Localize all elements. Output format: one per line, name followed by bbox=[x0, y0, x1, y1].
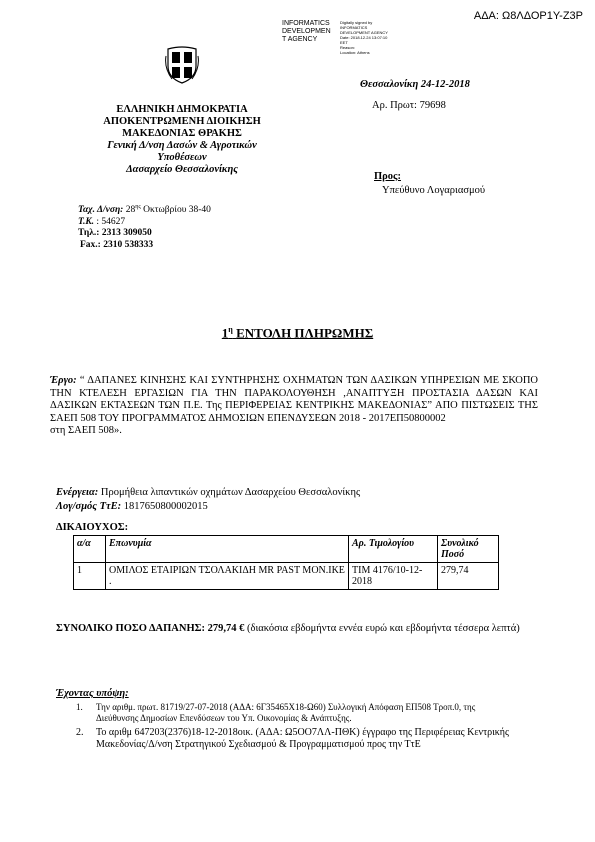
greek-emblem-icon bbox=[164, 46, 200, 84]
table-header: Επωνυμία bbox=[106, 536, 349, 563]
postcode-line bbox=[78, 217, 211, 229]
address-label: Ταχ. Δ/νση: bbox=[78, 205, 124, 216]
dept-line: Γενική Δ/νση Δασών & Αγροτικών bbox=[107, 140, 257, 151]
list-item bbox=[76, 702, 516, 724]
sig-line: Reason: bbox=[340, 45, 355, 50]
account-line bbox=[56, 500, 360, 514]
document-title bbox=[0, 325, 595, 341]
ada-code: ΑΔΑ: Ω8ΛΔΟΡ1Υ-Ζ3Ρ bbox=[473, 10, 583, 22]
sig-line: Date: 2018.12.24 13:07:10 bbox=[340, 35, 388, 40]
sig-line: Location: Athens bbox=[340, 50, 370, 55]
agency-line: ΑΠΟΚΕΝΤΡΩΜΕΝΗ ΔΙΟΙΚΗΣΗ bbox=[103, 116, 261, 127]
phone-line: Τηλ.: 2313 309050 bbox=[78, 228, 152, 239]
table-header-row bbox=[74, 536, 499, 563]
title-text: ΕΝΤΟΛΗ ΠΛΗΡΩΜΗΣ bbox=[236, 325, 374, 341]
table-header: Αρ. Τιμολογίου bbox=[349, 536, 438, 563]
protocol-number: Αρ. Πρωτ: 79698 bbox=[372, 100, 446, 111]
signature-details bbox=[340, 20, 388, 55]
payment-table bbox=[73, 535, 499, 590]
considering-list bbox=[76, 702, 516, 754]
table-cell: 279,74 bbox=[438, 563, 499, 590]
project-label: Έργο: bbox=[50, 375, 77, 386]
agency-line: ΕΛΛΗΝΙΚΗ ΔΗΜΟΚΡΑΤΙΑ bbox=[116, 104, 248, 115]
table-row bbox=[74, 563, 499, 590]
address-line bbox=[78, 202, 211, 217]
logo-line: T AGENCY bbox=[282, 36, 318, 43]
action-label: Ενέργεια: bbox=[56, 487, 99, 498]
list-number: 1. bbox=[76, 702, 83, 712]
project-description bbox=[50, 375, 538, 438]
account-label: Λογ/σμός ΤτΕ: bbox=[56, 501, 122, 512]
place-date: Θεσσαλονίκη 24-12-2018 bbox=[360, 79, 470, 90]
agency-header bbox=[72, 104, 292, 176]
project-text: “ ΔΑΠΑΝΕΣ ΚΙΝΗΣΗΣ ΚΑΙ ΣΥΝΤΗΡΗΣΗΣ ΟΧΗΜΑΤΩΝ ΤΩΝ ΔΑΣΙΚΩΝ ΥΠΗΡΕΣΙΩΝ ΜΕ ΣΚΟΠΟ ΤΗΝ ΚΤΕΛΕΣΗ ΕΡΓΑΣΙΩΝ ΓΙΑ ΤΗΝ ΠΑΡΑΚΟΛΟΥΘΗΣΗ ,ΑΝΑΠΤΥΞΗ ΠΡΟΣΤΑΣΙΑ ΔΑΣΩΝ ΚΑΙ ΔΑΣΙΚΩΝ ΕΚΤΑΣΕΩΝ ΤΩΝ Π.Ε. Της ΠΕΡΙΦΕΡΕΙΑΣ ΚΕΝΤΡΙΚΗΣ ΜΑΚΕΔΟΝΙΑΣ” ΑΠΟ ΠΙΣΤΩΣΕΙΣ ΤΗΣ ΣΑΕΠ 508 ΤΟΥ ΠΡΟΓΡΑΜΜΑΤΟΣ ΔΗΜΟΣΙΩΝ ΕΠΕΝΔΥΣΕΩΝ 2018 - 2017ΕΠ50800002 bbox=[50, 375, 539, 424]
dept-line: Υποθέσεων bbox=[157, 152, 207, 163]
logo-line: INFORMATICS bbox=[282, 20, 330, 27]
beneficiary-label: ΔΙΚΑΙΟΥΧΟΣ: bbox=[56, 522, 129, 533]
agency-line: ΜΑΚΕΔΟΝΙΑΣ ΘΡΑΚΗΣ bbox=[122, 128, 242, 139]
action-value: Προμήθεια λιπαντικών οχημάτων Δασαρχείου Θεσσαλονίκης bbox=[100, 487, 361, 498]
signature-logo-text bbox=[282, 20, 331, 44]
address-street: Οκτωβρίου 38-40 bbox=[143, 205, 211, 216]
list-item bbox=[76, 727, 516, 751]
list-text: Την αριθμ. πρωτ. 81719/27-07-2018 (ΑΔΑ: 6Γ35465Χ18-Ω60) Συλλογική Απόφαση ΕΠ508 Τροπ.0, της Διεύθυνσης Δημοσίων Επενδύσεων του Υπ. Οικονομίας & Ανάπτυξης. bbox=[96, 702, 476, 723]
recipient-value: Υπεύθυνο Λογαριασμού bbox=[382, 185, 486, 196]
considering-label: Έχοντας υπόψη: bbox=[56, 688, 129, 699]
sig-line: DEVELOPMENT AGENCY bbox=[340, 30, 388, 35]
postcode-value: : 54627 bbox=[96, 216, 126, 227]
table-cell: 1 bbox=[74, 563, 106, 590]
postcode-label: Τ.Κ. bbox=[78, 216, 95, 227]
sig-line: Digitally signed by bbox=[340, 20, 373, 25]
sig-line: INFORMATICS bbox=[340, 25, 368, 30]
table-header: Συνολικό Ποσό bbox=[438, 536, 499, 563]
title-number: 1 bbox=[221, 325, 229, 341]
fax-line: Fax.: 2310 538333 bbox=[80, 239, 154, 250]
account-value: 1817650800002015 bbox=[123, 501, 208, 512]
table-header: α/α bbox=[74, 536, 106, 563]
list-number: 2. bbox=[76, 727, 84, 738]
action-block bbox=[56, 486, 360, 514]
action-line bbox=[56, 486, 360, 500]
project-tail: στη ΣΑΕΠ 508». bbox=[50, 425, 122, 436]
total-label: ΣΥΝΟΛΙΚΟ ΠΟΣΟ ΔΑΠΑΝΗΣ: 279,74 € bbox=[56, 623, 245, 634]
recipient-label: Προς: bbox=[374, 171, 401, 182]
logo-line: DEVELOPMEN bbox=[282, 28, 331, 35]
table-cell: ΤΙΜ 4176/10-12-2018 bbox=[349, 563, 438, 590]
title-sup: η bbox=[228, 325, 233, 334]
list-text: Το αριθμ 647203(2376)18-12-2018οικ. (ΑΔΑ: Ω5ΟΟ7ΛΛ-ΠΘΚ) έγγραφο της Περιφέρειας Κεντρικής Μακεδονίας/Δ/νση Στρατηγικού Σχεδιασμού & Προγραμματισμού προς την ΤτΕ bbox=[96, 727, 509, 750]
address-number: 28 bbox=[125, 205, 136, 216]
sig-line: EET bbox=[340, 40, 348, 45]
contact-block bbox=[78, 202, 211, 251]
dept-line: Δασαρχείο Θεσσαλονίκης bbox=[126, 164, 238, 175]
table-cell: ΟΜΙΛΟΣ ΕΤΑΙΡΙΩΝ ΤΣΟΛΑΚΙΔΗ MR PAST MON.IKE . bbox=[106, 563, 349, 590]
total-words: (διακόσια εβδομήντα εννέα ευρώ και εβδομήντα τέσσερα λεπτά) bbox=[244, 623, 520, 634]
address-sup: ης bbox=[135, 204, 141, 210]
total-amount bbox=[56, 622, 556, 636]
